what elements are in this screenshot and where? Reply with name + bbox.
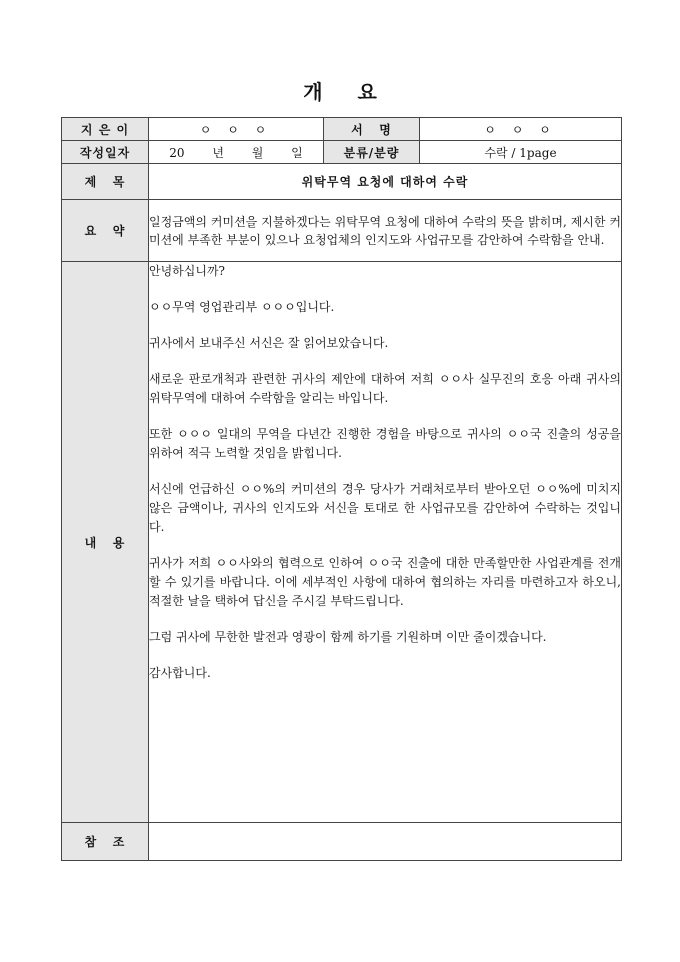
category-value: 수락 / 1page <box>420 141 622 164</box>
subject-label: 제 목 <box>62 164 149 200</box>
content-label: 내 용 <box>62 262 149 823</box>
content-row <box>62 262 622 823</box>
content-paragraph-greeting: 안녕하십니까? <box>149 264 225 278</box>
date-year: 20 <box>169 145 185 160</box>
content-body <box>149 262 622 823</box>
summary-label: 요 약 <box>62 200 149 262</box>
date-month-unit: 월 <box>251 145 264 160</box>
content-paragraph-closing: 그럼 귀사에 무한한 발전과 영광이 함께 하기를 기원하며 이만 줄이겠습니다. <box>149 630 547 644</box>
content-paragraph-thanks: 감사합니다. <box>149 666 211 680</box>
summary-table <box>61 117 622 861</box>
subject-row <box>62 164 622 200</box>
summary-value: 일정금액의 커미션을 지불하겠다는 위탁무역 요청에 대하여 수락의 뜻을 밝히며, 제시한 커미션에 부족한 부분이 있으나 요청업체의 인지도와 사업규모를 감안하여 수락함을 안내. <box>149 200 622 262</box>
category-label: 분류/분량 <box>324 141 420 164</box>
reference-label: 참 조 <box>62 823 149 861</box>
content-paragraph-meeting: 귀사가 저희 ㅇㅇ사와의 협력으로 인하여 ㅇㅇ국 진출에 대한 만족할만한 사업관계를 전개할 수 있기를 바랍니다. 이에 세부적인 사항에 대하여 협의하는 자리를 마련하고자 하오니, 적절한 날을 택하여 답신을 주시길 부탁드립니다. <box>149 556 621 608</box>
content-paragraph-commission: 서신에 언급하신 ㅇㅇ%의 커미션의 경우 당사가 거래처로부터 받아오던 ㅇㅇ%에 미치지 않은 금액이나, 귀사의 인지도와 서신을 토대로 한 사업규모를 감안하여 수락하는 것입니다. <box>149 482 621 534</box>
content-paragraph-effort: 또한 ㅇㅇㅇ 일대의 무역을 다년간 진행한 경험을 바탕으로 귀사의 ㅇㅇ국 진출의 성공을 위하여 적극 노력할 것임을 밝힙니다. <box>149 427 621 460</box>
reference-value <box>149 823 622 861</box>
reference-row <box>62 823 622 861</box>
content-paragraph-ack: 귀사에서 보내주신 서신은 잘 읽어보았습니다. <box>149 336 389 350</box>
date-label: 작성일자 <box>62 141 149 164</box>
date-year-unit: 년 <box>212 145 224 160</box>
author-row <box>62 118 622 141</box>
signature-value: ㅇ ㅇ ㅇ <box>420 118 622 141</box>
author-value: ㅇ ㅇ ㅇ <box>149 118 324 141</box>
signature-label: 서 명 <box>324 118 420 141</box>
summary-row <box>62 200 622 262</box>
page-title: 개 요 <box>303 80 377 104</box>
author-label: 지 은 이 <box>62 118 149 141</box>
date-day-unit: 일 <box>291 145 303 160</box>
content-paragraph-intro: ㅇㅇ무역 영업관리부 ㅇㅇㅇ입니다. <box>149 300 335 314</box>
content-paragraph-accept: 새로운 판로개척과 관련한 귀사의 제안에 대하여 저희 ㅇㅇ사 실무진의 호응 아래 귀사의 위탁무역에 대하여 수락함을 알리는 바입니다. <box>149 372 621 405</box>
subject-value: 위탁무역 요청에 대하여 수락 <box>149 164 622 200</box>
date-row <box>62 141 622 164</box>
date-value <box>149 141 324 164</box>
